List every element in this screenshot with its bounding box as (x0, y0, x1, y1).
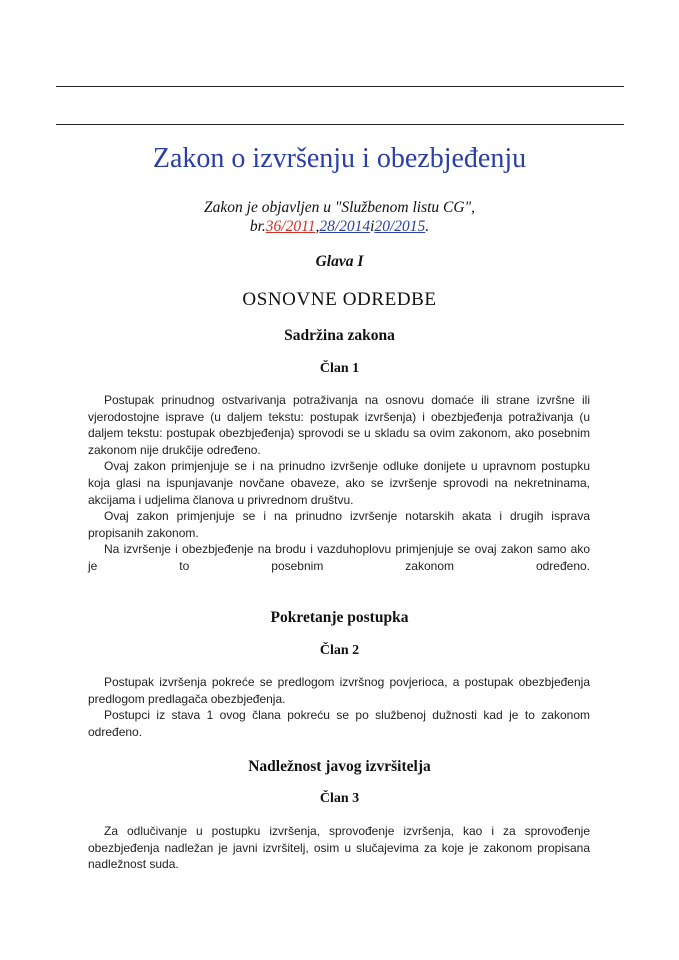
publication-separator: , (315, 218, 320, 235)
chapter-title: OSNOVNE ODREDBE (242, 289, 437, 310)
top-divider (56, 86, 624, 87)
paragraph: Za odlučivanje u postupku izvršenja, sprovođenje izvršenja, kao i za sprovođenje obezbjeđenja nadležan je javni izvršitelj, osim u slučajevima za koje je zakonom propisana nadležnost suda. (88, 824, 590, 872)
publication-conjunction: i (370, 218, 375, 235)
section-heading: Nadležnost javog izvršitelja (248, 758, 431, 775)
publication-refs (0, 217, 679, 236)
document-title: Zakon o izvršenju i obezbjeđenju (152, 143, 527, 174)
article-body (88, 392, 590, 575)
article-body (88, 823, 590, 873)
article-body (88, 674, 590, 740)
chapter-label: Glava I (315, 253, 364, 270)
paragraph: Postupci iz stava 1 ovog člana pokreću se po službenoj dužnosti kad je to zakonom određeno. (88, 708, 590, 739)
paragraph: Na izvršenje i obezbjeđenje na brodu i vazduhoplovu primjenjuje se ovaj zakon samo ako je to posebnim zakonom određeno. (88, 542, 590, 573)
article-number: Član 2 (319, 643, 360, 658)
publication-line: Zakon je objavljen u "Službenom listu CG", (204, 199, 475, 216)
section-heading: Pokretanje postupka (270, 609, 409, 626)
publication-note (0, 198, 679, 236)
section-heading: Sadržina zakona (284, 327, 395, 344)
gazette-link-2015[interactable]: 20/2015 (374, 218, 426, 235)
gazette-link-2011[interactable]: 36/2011 (265, 218, 316, 235)
publication-prefix: br. (249, 218, 266, 235)
article-number: Član 3 (319, 791, 360, 806)
paragraph: Ovaj zakon primjenjuje se i na prinudno izvršenje notarskih akata i drugih isprava propisanih zakonom. (88, 509, 590, 540)
publication-suffix: . (425, 218, 430, 235)
article-number: Član 1 (319, 361, 360, 376)
header-divider (56, 124, 624, 125)
paragraph: Ovaj zakon primjenjuje se i na prinudno izvršenje odluke donijete u upravnom postupku koja glasi na ispunjavanje novčane obaveze, ako se izvršenje sprovodi na nekretninama, akcijama i udjelima članova u privrednom društvu. (88, 459, 590, 507)
gazette-link-2014[interactable]: 28/2014 (319, 218, 371, 235)
paragraph: Postupak izvršenja pokreće se predlogom izvršnog povjerioca, a postupak obezbjeđenja predlogom predlagača obezbjeđenja. (88, 675, 590, 706)
paragraph: Postupak prinudnog ostvarivanja potraživanja na osnovu domaće ili strane izvršne ili vjerodostojne isprave (u daljem tekstu: postupak izvršenja) i obezbjeđenja potraživanja (u daljem tekstu: postupak obezbjeđenja) sprovodi se u skladu sa ovim zakonom, ako posebnim zakonom nije drukčije određeno. (88, 393, 590, 457)
